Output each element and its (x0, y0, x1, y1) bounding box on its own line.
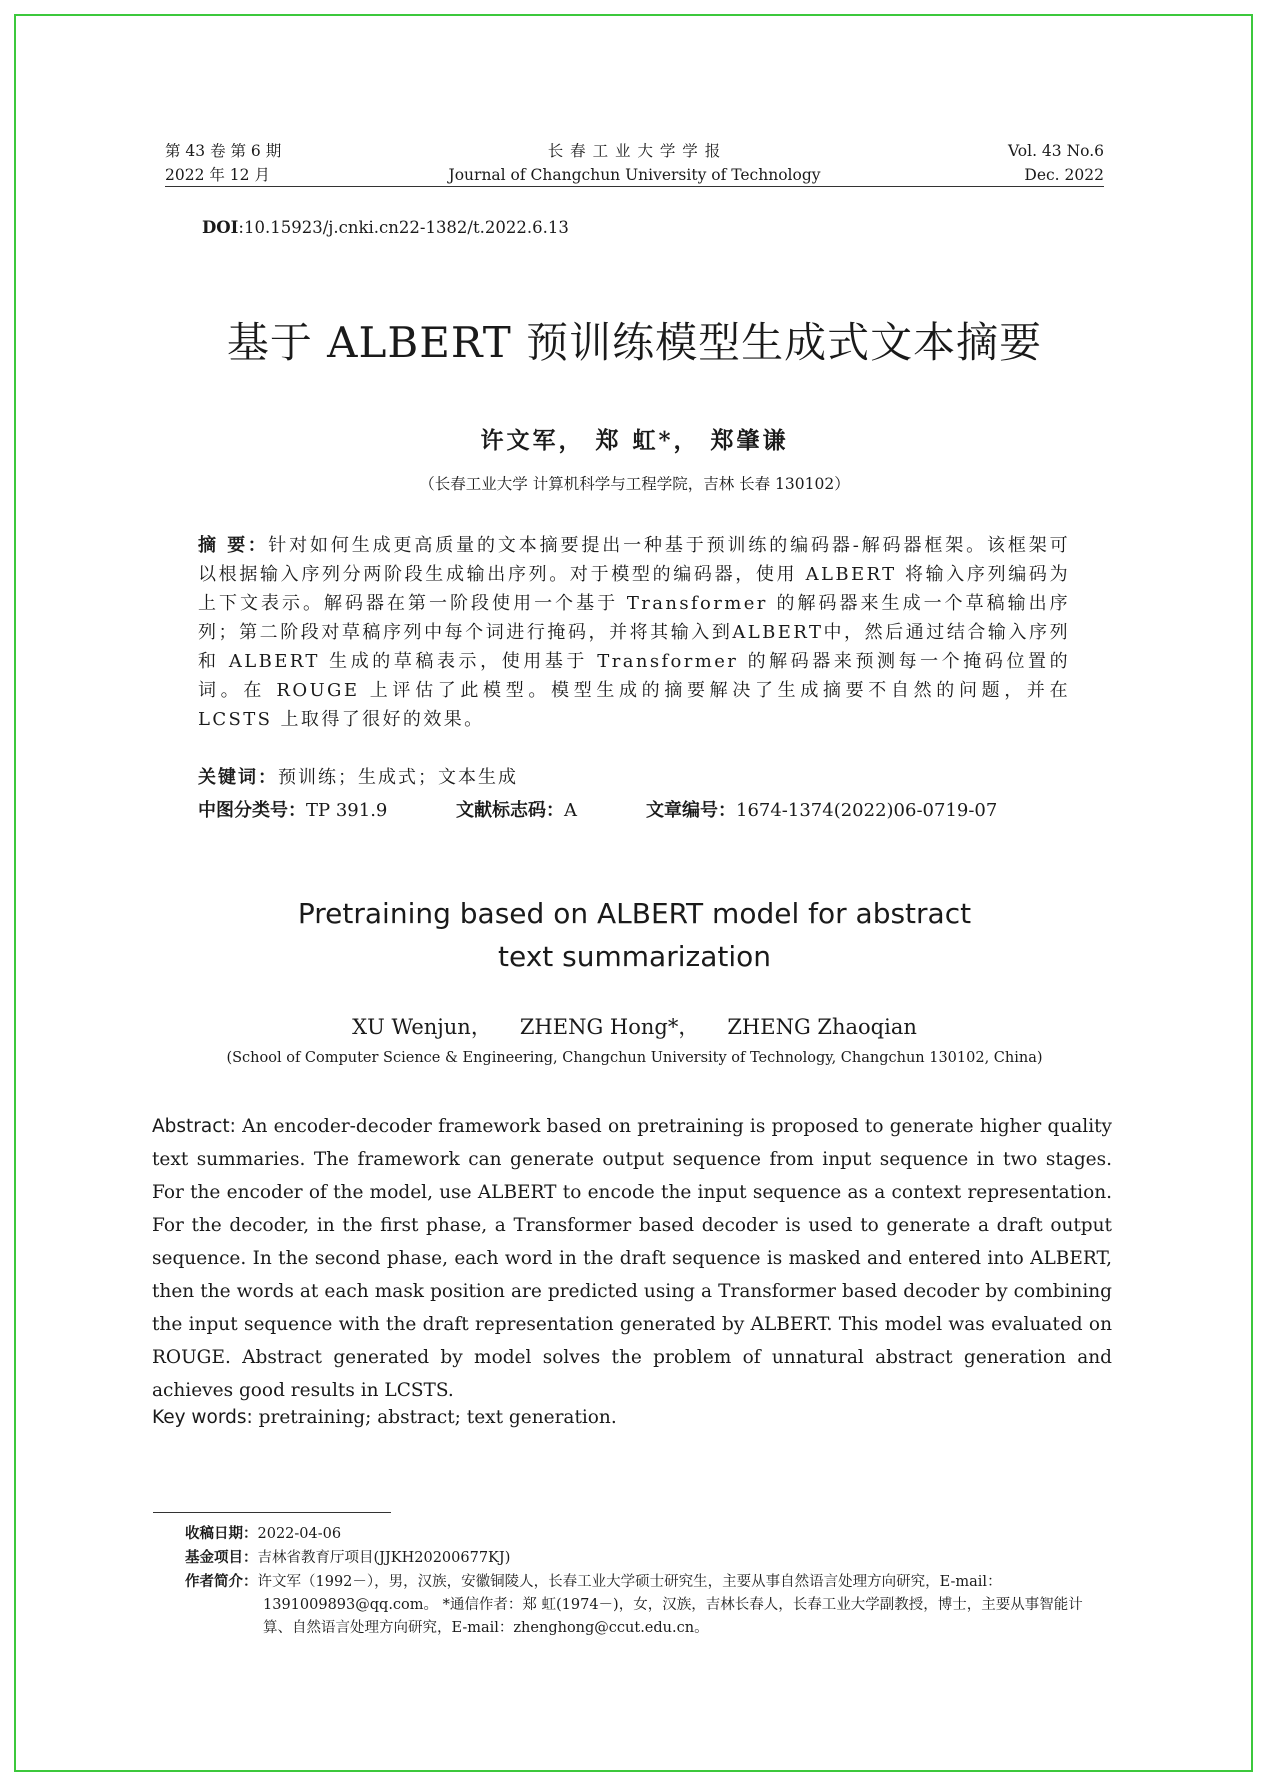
received-value: 2022-04-06 (257, 1526, 342, 1542)
article-value: 1674-1374(2022)06-0719-07 (736, 800, 998, 821)
volume-issue-en: Vol. 43 No.6 (1008, 142, 1104, 160)
keywords-en-text: pretraining; abstract; text generation. (252, 1407, 617, 1428)
title-en-line1: Pretraining based on ALBERT model for abstract (297, 897, 972, 930)
header-center (165, 139, 1104, 187)
clc-number (198, 796, 387, 822)
affiliation-cn: （长春工业大学 计算机科学与工程学院，吉林 长春 130102） (419, 475, 850, 493)
doi-value: :10.15923/j.cnki.cn22-1382/t.2022.6.13 (238, 218, 569, 237)
abstract-en-label: Abstract: (152, 1116, 236, 1137)
clc-label: 中图分类号： (198, 800, 306, 821)
author-en-2: ZHENG Hong*， (519, 1015, 700, 1039)
title-en-line2: text summarization (498, 940, 771, 973)
header-right (1008, 139, 1104, 187)
keywords-cn-label: 关键词： (198, 767, 278, 788)
abstract-cn-text: 针对如何生成更高质量的文本摘要提出一种基于预训练的编码器-解码器框架。该框架可以根据输入序列分两阶段生成输出序列。对于模型的编码器，使用 ALBERT 将输入序列编码为上下文表示。解码器在第一阶段使用一个基于 Transformer 的解码器来生成一个草稿输出序列；第二阶段对草稿序列中每个词进行掩码，并将其输入到ALBERT中，然后通过结合输入序列和 ALBERT 生成的草稿表示，使用基于 Transformer 的解码器来预测每一个掩码位置的词。在 ROUGE 上评估了此模型。模型生成的摘要解决了生成摘要不自然的问题，并在 LCSTS 上取得了很好的效果。 (198, 535, 1070, 730)
journal-name-cn: 长 春 工 业 大 学 学 报 (547, 142, 722, 160)
article-label: 文章编号： (646, 800, 736, 821)
keywords-cn (198, 763, 518, 789)
footnote-received (185, 1523, 1115, 1546)
author-en-3: ZHENG Zhaoqian (727, 1015, 917, 1039)
doccode-value: A (564, 800, 577, 821)
footnote-fund (185, 1547, 1115, 1570)
journal-name-en: Journal of Changchun University of Technology (448, 166, 821, 184)
paper-title-cn: 基于 ALBERT 预训练模型生成式文本摘要 (226, 318, 1043, 367)
bio-line-3: 算、自然语言处理方向研究，E-mail：zhenghong@ccut.edu.cn。 (263, 1620, 709, 1636)
keywords-en-label: Key words: (152, 1407, 253, 1428)
doi-line (202, 218, 569, 237)
doccode-label: 文献标志码： (456, 800, 564, 821)
paper-title-en (0, 892, 1269, 978)
footnote-bio (185, 1571, 1115, 1640)
affiliation-en: (School of Computer Science & Engineering, Changchun University of Technology, Changchun 130102, China) (226, 1050, 1043, 1066)
fund-label: 基金项目： (185, 1550, 258, 1566)
received-label: 收稿日期： (185, 1526, 258, 1542)
issue-date-cn: 2022 年 12 月 (165, 166, 270, 184)
issue-date-en: Dec. 2022 (1024, 166, 1104, 184)
doi-label: DOI (202, 218, 239, 237)
keywords-cn-text: 预训练；生成式；文本生成 (278, 767, 518, 788)
abstract-cn (198, 531, 1070, 734)
authors-cn: 许文军， 郑 虹*， 郑肇谦 (480, 427, 789, 454)
fund-value: 吉林省教育厅项目(JJKH20200677KJ) (257, 1550, 511, 1566)
bio-line-1: 许文军（1992－），男，汉族，安徽铜陵人，长春工业大学硕士研究生，主要从事自然语言处理方向研究，E-mail： (257, 1574, 1002, 1590)
keywords-en (152, 1407, 617, 1428)
document-code (456, 796, 577, 822)
author-en-1: XU Wenjun， (352, 1015, 492, 1039)
authors-en (0, 1011, 1269, 1041)
abstract-cn-label: 摘 要： (198, 535, 269, 556)
bio-line-2: 1391009893@qq.com。 *通信作者：郑 虹(1974－)，女，汉族，吉林长春人，长春工业大学副教授，博士，主要从事智能计 (263, 1597, 1083, 1613)
article-number (646, 796, 997, 822)
volume-issue: 第 43 卷 第 6 期 (165, 142, 282, 160)
abstract-en (152, 1110, 1112, 1407)
bio-label: 作者简介： (185, 1574, 258, 1590)
abstract-en-text: An encoder-decoder framework based on pretraining is proposed to generate higher quality text summaries. The framework can generate output sequence from input sequence in two stages. For the encoder of the model, use ALBERT to encode the input sequence as a context representation. For the decoder, in the first phase, a Transformer based decoder is used to generate a draft output sequence. In the second phase, each word in the draft sequence is masked and entered into ALBERT, then the words at each mask position are predicted using a Transformer based decoder by combining the input sequence with the draft representation generated by ALBERT. This model was evaluated on ROUGE. Abstract generated by model solves the problem of unnatural abstract generation and achieves good results in LCSTS. (152, 1116, 1112, 1401)
clc-value: TP 391.9 (306, 800, 388, 821)
footnote-rule (153, 1512, 391, 1513)
header-rule (165, 186, 1104, 187)
journal-header (165, 139, 1104, 189)
